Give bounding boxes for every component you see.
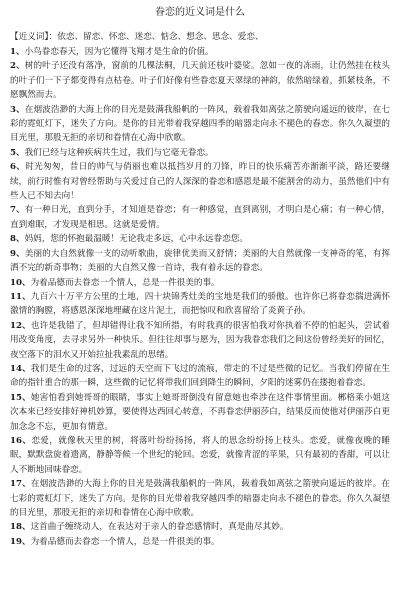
entry-text: 时光匆匆，昔日的帅气与俏丽也难以抵挡岁月的刀锋，昨日的快乐痛苦亦渐渐平淡，路还要继续，前行时惟有对曾经帮助与关爱过自己的人深深的眷恋和感恩是最不能割舍的动力，虽然他们中有些人已不知去向！ xyxy=(10,162,390,202)
entry-paragraph xyxy=(10,477,390,520)
entry-paragraph xyxy=(10,146,390,160)
entry-paragraph xyxy=(10,391,390,434)
entries-list xyxy=(10,45,390,549)
entry-number: 19、 xyxy=(10,536,31,547)
entry-paragraph xyxy=(10,59,390,102)
entry-paragraph xyxy=(10,232,390,246)
entry-text: 这首曲子缠绕动人，在表达对于亲人的眷恋感情时，真是曲尽其妙。 xyxy=(30,522,289,533)
entry-number: 2、 xyxy=(10,61,25,72)
entry-text: 九百六十万平方公里的土地，四十块锦秀灶美的宝地是我们的骄傲。也许你已将眷恋揣进满怀激情的胸膛，将感恩深深地埋藏在这片泥土，而把惊叹和欣喜留给了炎黄子孙。 xyxy=(10,291,390,317)
entry-text: 有一种日光，直到分手，才知道是眷恋；有一种感觉，直到离别，才明白是心痛；有一种心情，直到难眠，才发现是相思。这就是爱情。 xyxy=(10,205,390,230)
entry-number: 15、 xyxy=(10,392,31,403)
entry-text: 为着品德而去眷恋一个情人，总是一件很美的事。 xyxy=(30,277,220,288)
entry-text: 小鸟眷恋春天，因为它懂得飞翔才是生命的价值。 xyxy=(24,47,214,57)
entry-number: 11、 xyxy=(10,291,31,302)
entry-text: 美丽的大自然就像一支的动听歌曲，旋律优美而又舒情；美丽的大自然就像一支神奇的笔，有挥洒不完的新奇事物；美丽的大自然又像一首诗，我有着永远的眷恋。 xyxy=(10,248,390,274)
entry-text: 我们已经与这种疾病共生过，我们与它毫无眷恋。 xyxy=(24,147,214,158)
entry-paragraph xyxy=(10,45,390,59)
entry-paragraph xyxy=(10,203,390,232)
document-title: 眷恋的近义词是什么 xyxy=(155,7,245,18)
entry-number: 6、 xyxy=(10,162,26,173)
entry-number: 8、 xyxy=(10,234,25,245)
entry-number: 7、 xyxy=(10,205,25,216)
entry-text: 也许是我错了，但却错得让我不知所措，有时我真的很害怕我对你执着不停的怕起头，尝试着用改变角度，去寻求另外一种快乐。但往往却事与愿为，因为我眷恋我们之间这份曾经美好的回忆，夜空落下的泪水又开始拉扯我素乱的思绪。 xyxy=(10,320,390,360)
entry-text: 我们是生命的过客，过远的天空而下飞过的流痕，带走的不过是些微的记忆。当我们停留在生命的指针重合的那一瞬，这些微的记忆将带我们回到降生的瞬间，夕阳的迷雾仍在搂抱着眷恋。 xyxy=(10,363,390,389)
entry-paragraph xyxy=(10,276,390,290)
entry-paragraph xyxy=(10,319,390,362)
entry-text: 妈妈，您的怀抱最温暖！无论我走多远，心中永远眷恋您。 xyxy=(24,234,249,245)
entry-text: 在烟波浩渺的大海上你的目光是鼓满我船帆的一阵风，载着我如离弦之箭驶向遥远的彼岸。在七彩的霓虹灯下，迷失了方向。是你的目光带着我穿越四季的暗器走向永不褪色的眷恋。你久久凝望的目光里，那股无拒的亲切和眷情在心海中欣歌。 xyxy=(10,479,390,518)
entry-text: 树的叶子还没有落净，窗前的几棵法桐，几天前还枝叶婆娑。忽如一夜的冻雨，让仍然挂在枝头的叶子们一下子都变得有点枯卷。叶子们好像有些眷恋夏天翠绿的神韵，依然暗绿着，抓紧枝条，不愿飘然而去。 xyxy=(10,61,390,101)
entry-paragraph xyxy=(10,290,390,319)
entry-number: 17、 xyxy=(10,479,31,490)
entry-text: 恋爱，就像秋天里的树，将落叶纷纷扬扬，将人的思念纷纷扬上枝头。恋爱，就像夜晚的睡眠，默默盘旋着遗离，静静等候一个世纪的轮回。恋爱，就像青涩的苹果，只有最初的香甜，可以让人不断地回味眷恋。 xyxy=(10,435,390,475)
entry-text: 她害怕看到她哥哥的眼睛，事实上她哥哥倒没有留意她也牵涉在这件事情里面。郴格莱小姐这次本来已经安排好神机妙算，要使得达西回心转意，不再眷恋伊丽莎白，结果反而使他对伊丽莎白更加念念不忘，更加有情意。 xyxy=(10,392,390,432)
entry-number: 16、 xyxy=(10,435,32,446)
entry-text: 在烟波浩渺的大海上你的目光是鼓满我船帆的一阵风，载着我如离弦之箭驶向遥远的彼岸，在七彩的霓虹灯下，迷失了方向。是你的目光带着我穿越四季的暗器走向永不褪色的春恋。你久久凝望的目光里，那股无拒的亲切和眷情在心海中欣歌。 xyxy=(10,104,390,144)
entry-number: 14、 xyxy=(10,363,31,374)
entry-number: 12、 xyxy=(10,320,31,331)
entry-number: 18、 xyxy=(10,522,31,533)
entry-number: 9、 xyxy=(10,248,25,259)
entry-paragraph xyxy=(10,520,390,534)
entry-number: 3、 xyxy=(10,104,25,115)
entry-number: 5、 xyxy=(10,147,25,158)
synonyms-line: 【近义词】：依恋、留恋、怀恋、迷恋、惦念、想念、思念、爱恋、 xyxy=(10,32,264,42)
entry-paragraph xyxy=(10,535,390,549)
entry-number: 10、 xyxy=(10,277,31,288)
entry-number: 1、 xyxy=(10,47,25,57)
entry-paragraph xyxy=(10,362,390,391)
entry-paragraph xyxy=(10,434,390,477)
entry-paragraph xyxy=(10,160,390,203)
entry-text: 为着品德而去眷恋一个情人，总是一件很美的事。 xyxy=(30,536,220,547)
entry-paragraph xyxy=(10,103,390,146)
entry-paragraph xyxy=(10,247,390,276)
